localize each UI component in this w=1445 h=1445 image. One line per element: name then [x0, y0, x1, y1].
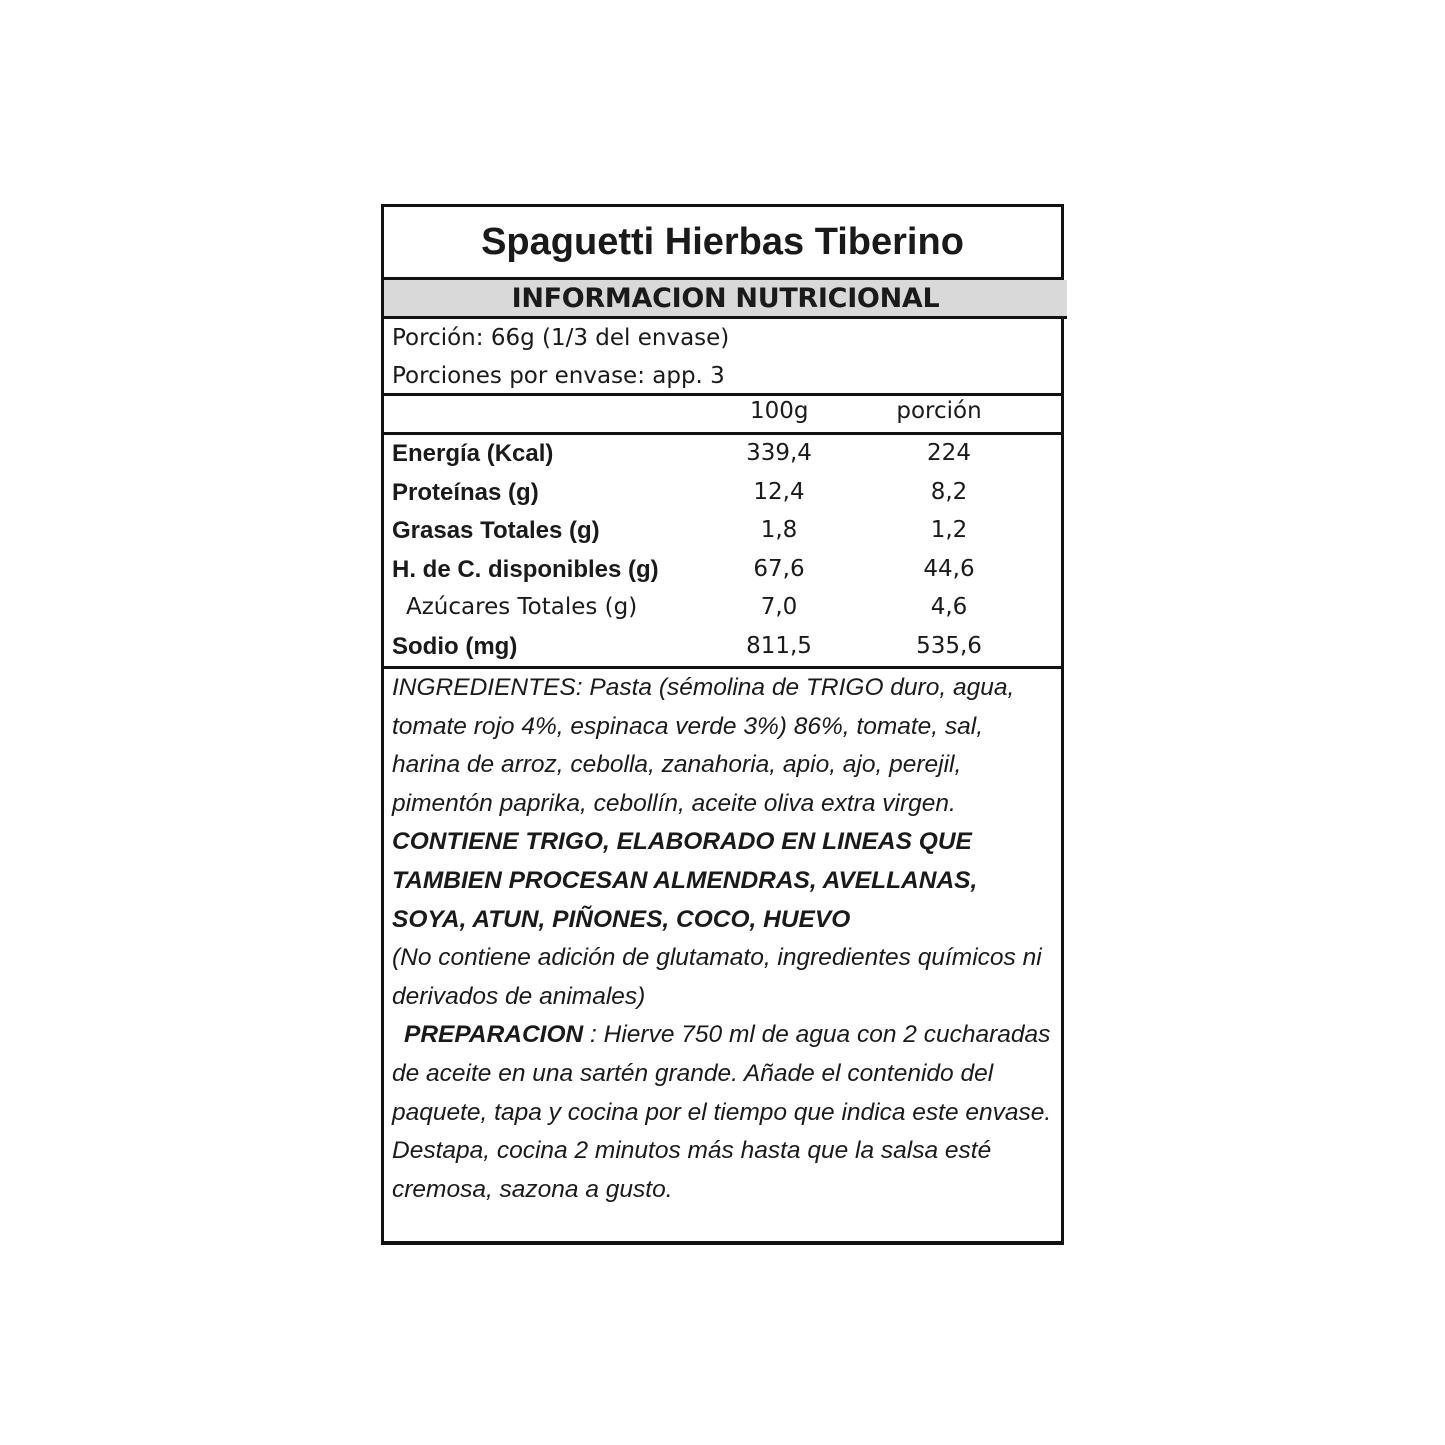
table-header — [384, 396, 1061, 435]
nutrient-name: Azúcares Totales (g) — [406, 594, 638, 620]
value-100g: 811,5 — [746, 632, 812, 659]
product-title: Spaguetti Hierbas Tiberino — [384, 207, 1061, 280]
nutrient-name: Energía (Kcal) — [392, 440, 554, 467]
nutrient-table — [384, 435, 1061, 669]
value-100g: 67,6 — [753, 555, 805, 582]
portions-per-pack: Porciones por envase: app. 3 — [392, 363, 725, 389]
table-row — [384, 551, 1061, 590]
allergen-warning: CONTIENE TRIGO, ELABORADO EN LINEAS QUE TAMBIEN PROCESAN ALMENDRAS, AVELLANAS, SOYA, ATUN, PIÑONES, COCO, HUEVO — [392, 828, 978, 933]
value-portion: 224 — [927, 440, 971, 466]
value-100g: 7,0 — [760, 594, 798, 620]
table-row — [384, 589, 1061, 628]
value-portion: 1,2 — [930, 517, 968, 543]
value-100g: 1,8 — [760, 517, 798, 543]
table-row — [384, 512, 1061, 551]
nutrient-name: Grasas Totales (g) — [392, 517, 600, 544]
column-header-100g: 100g — [750, 398, 809, 424]
nutrition-label — [381, 204, 1064, 1245]
additive-note: (No contiene adición de glutamato, ingredientes químicos ni derivados de animales) — [392, 944, 1042, 1010]
column-header-portion: porción — [896, 398, 982, 424]
table-row — [384, 435, 1061, 474]
section-heading: INFORMACION NUTRICIONAL — [384, 280, 1067, 319]
value-portion: 4,6 — [930, 594, 968, 620]
value-100g: 12,4 — [753, 478, 805, 505]
preparation — [392, 1016, 1053, 1209]
nutrient-name: H. de C. disponibles (g) — [392, 555, 659, 583]
nutrient-name: Sodio (mg) — [392, 632, 518, 660]
value-portion: 44,6 — [923, 555, 975, 582]
nutrient-name: Proteínas (g) — [392, 478, 539, 506]
value-portion: 8,2 — [930, 478, 968, 505]
table-row — [384, 628, 1061, 667]
preparation-text: : Hierve 750 ml de agua con 2 cucharadas de aceite en una sartén grande. Añade el contenido del paquete, tapa y cocina por el tiempo que indica este envase. Destapa, cocina 2 minutos más hasta que la salsa esté cremosa, sazona a gusto. — [392, 1021, 1052, 1203]
serving-info — [384, 319, 1061, 396]
ingredients-block — [384, 669, 1061, 1209]
preparation-label: PREPARACION — [404, 1021, 584, 1049]
value-portion: 535,6 — [916, 632, 982, 659]
value-100g: 339,4 — [746, 440, 812, 466]
ingredients-text: INGREDIENTES: Pasta (sémolina de TRIGO duro, agua, tomate rojo 4%, espinaca verde 3%) 86%, tomate, sal, harina de arroz, cebolla, zanahoria, apio, ajo, perejil, pimentón paprika, cebollín, aceite oliva extra virgen. — [392, 674, 1015, 817]
portion-size: Porción: 66g (1/3 del envase) — [392, 325, 730, 351]
table-row — [384, 474, 1061, 513]
